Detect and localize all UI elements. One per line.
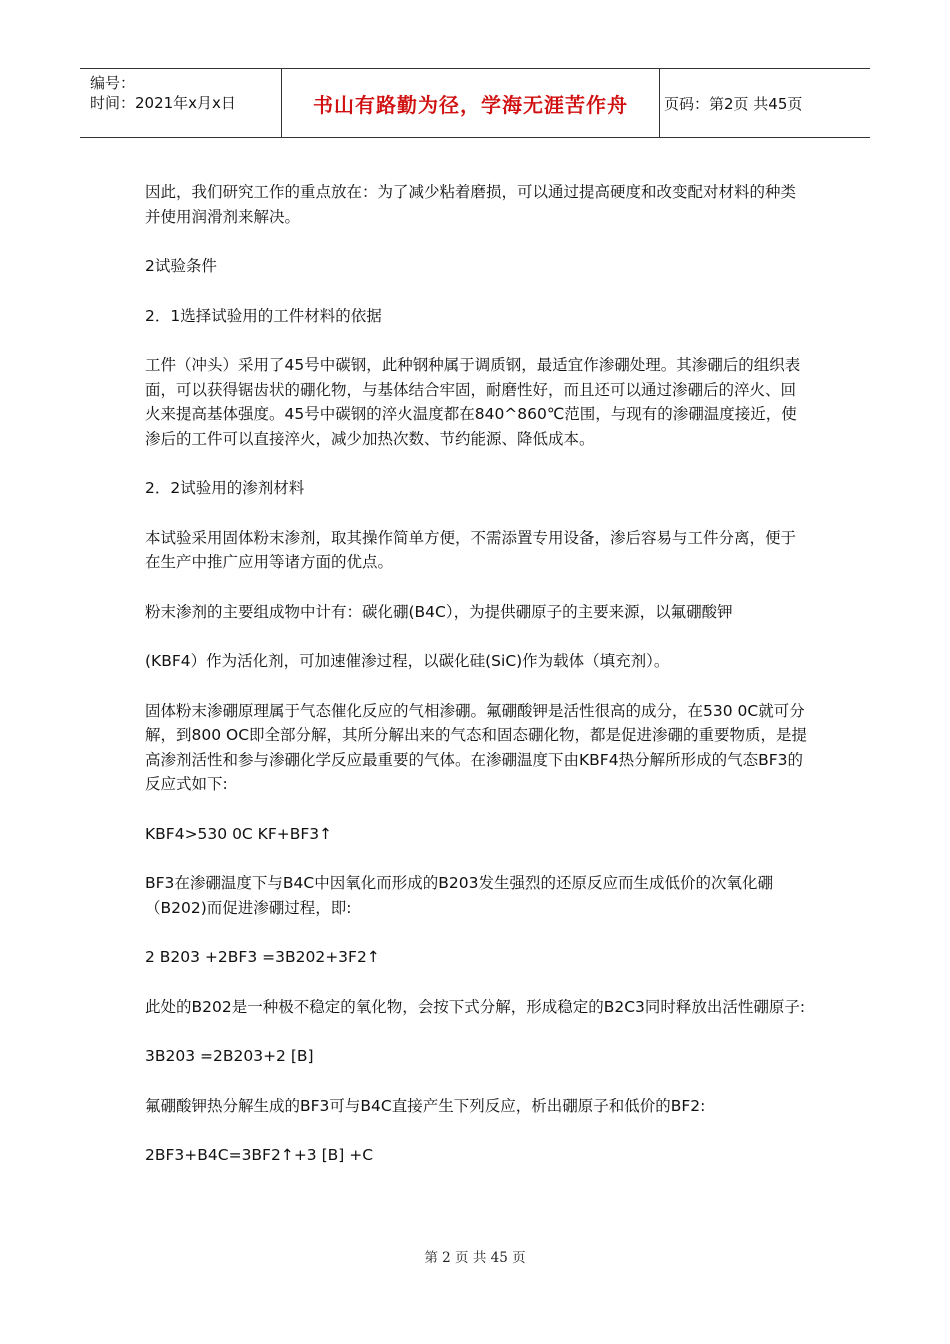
paragraph: 本试验采用固体粉末渗剂，取其操作简单方便，不需添置专用设备，渗后容易与工件分离，便于在生产中推广应用等诸方面的优点。 — [145, 528, 797, 571]
paragraph: 工件（冲头）采用了45号中碳钢，此种钢种属于调质钢，最适宜作渗硼处理。其渗硼后的组织表面，可以获得锯齿状的硼化物，与基体结合牢固，耐磨性好，而且还可以通过渗硼后的淬火、回火来提高基体强度。45号中碳钢的淬火温度都在840^860℃范围，与现有的渗硼温度接近，使渗后的工件可以直接淬火，减少加热次数、节约能源、降低成本。 — [145, 356, 801, 448]
paragraph: 因此，我们研究工作的重点放在：为了减少粘着磨损，可以通过提高硬度和改变配对材料的种类并使用润滑剂来解决。 — [145, 183, 797, 226]
document-date: 时间：2021年x月x日 — [90, 94, 236, 112]
header-motto: 书山有路勤为径，学海无涯苦作舟 — [281, 69, 660, 137]
equation: 2BF3+B4C=3BF2↑+3 [B] +C — [145, 1146, 374, 1164]
page-header — [80, 68, 870, 138]
document-number-label: 编号： — [90, 74, 136, 92]
equation: 3B203 =2B203+2 [B] — [145, 1047, 314, 1065]
subsection-heading: 2．1选择试验用的工件材料的依据 — [145, 306, 382, 325]
section-heading: 2试验条件 — [145, 257, 217, 275]
header-page-info: 页码：第2页 共45页 — [664, 94, 803, 113]
paragraph: 粉末渗剂的主要组成物中计有：碳化硼(B4C），为提供硼原子的主要来源，以氟硼酸钾 — [145, 602, 733, 621]
paragraph: 氟硼酸钾热分解生成的BF3可与B4C直接产生下列反应，析出硼原子和低价的BF2: — [145, 1096, 706, 1115]
page-footer: 第 2 页 共 45 页 — [424, 1250, 526, 1266]
document-body — [145, 180, 810, 1168]
paragraph: BF3在渗硼温度下与B4C中因氧化而形成的B203发生强烈的还原反应而生成低价的次氧化硼（B202)而促进渗硼过程，即: — [145, 874, 773, 917]
paragraph: (KBF4）作为活化剂，可加速催渗过程，以碳化硅(SiC)作为载体（填充剂）。 — [145, 652, 670, 670]
paragraph: 固体粉末渗硼原理属于气态催化反应的气相渗硼。氟硼酸钾是活性很高的成分，在530 0C就可分解，到800 OC即全部分解，其所分解出来的气态和固态硼化物，都是促进渗硼的重要物质，是提高渗剂活性和参与渗硼化学反应最重要的气体。在渗硼温度下由KBF4热分解所形成的气态BF3的反应式如下: — [145, 701, 808, 793]
equation: 2 B203 +2BF3 =3B202+3F2↑ — [145, 948, 380, 966]
paragraph: 此处的B202是一种极不稳定的氧化物，会按下式分解，形成稳定的B2C3同时释放出活性硼原子: — [145, 997, 806, 1016]
subsection-heading: 2．2试验用的渗剂材料 — [145, 479, 305, 497]
equation: KBF4>530 0C KF+BF3↑ — [145, 824, 333, 843]
header-meta — [90, 73, 280, 113]
